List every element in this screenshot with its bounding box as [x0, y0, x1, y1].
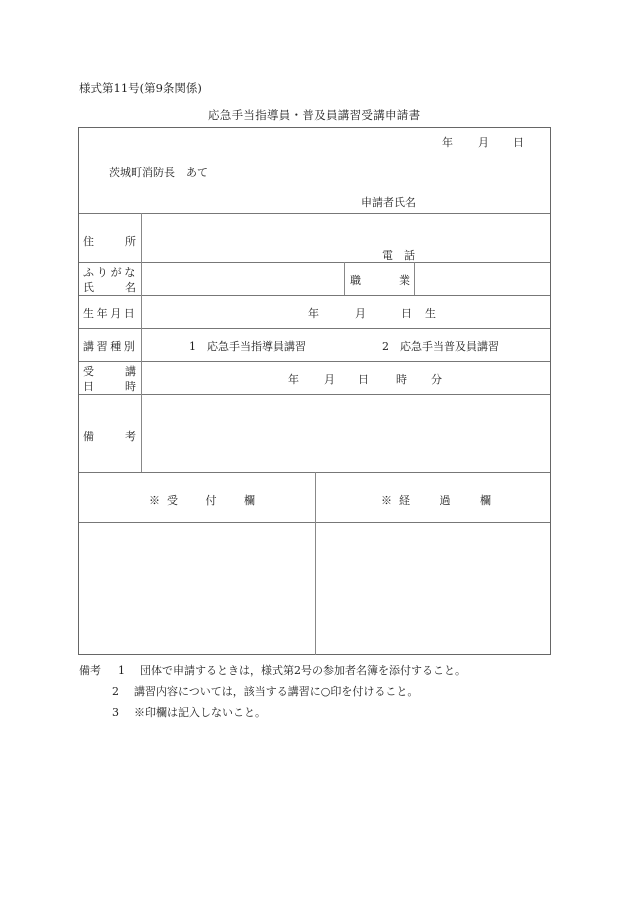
progress-column-header: ※ 経 過 欄	[381, 494, 491, 507]
notes-heading: 備考	[79, 664, 101, 677]
date-month: 月	[478, 136, 489, 149]
birthdate-label: 生年月日	[83, 307, 138, 320]
row-divider	[79, 394, 550, 395]
birthdate-year: 年	[308, 307, 319, 320]
note-item: 2 講習内容については，該当する講習に○印を付けること。	[112, 685, 419, 698]
furigana-label: ふりがな	[83, 266, 139, 279]
name-field[interactable]	[143, 264, 342, 293]
row-divider	[79, 361, 550, 362]
attendance-field[interactable]	[143, 363, 548, 392]
occupation-divider-left	[344, 262, 345, 295]
course-type-label: 講習種別	[83, 340, 138, 353]
occupation-field[interactable]	[416, 264, 548, 293]
note-item: 3 ※印欄は記入しないこと。	[112, 706, 266, 719]
application-form-table	[78, 127, 551, 655]
date-year: 年	[442, 136, 453, 149]
row-divider	[79, 213, 550, 214]
attendance-day: 日	[358, 373, 369, 386]
phone-label: 電 話	[382, 249, 415, 262]
reception-area	[79, 524, 314, 654]
attendance-label-bottom: 日 時	[83, 380, 136, 393]
occupation-label: 職 業	[350, 274, 410, 287]
notes-section	[79, 660, 466, 723]
applicant-name-label: 申請者氏名	[361, 196, 416, 209]
row-divider	[79, 295, 550, 296]
row-divider	[79, 328, 550, 329]
note-item: 備考 1 団体で申請するときは，様式第2号の参加者名簿を添付すること。	[79, 664, 466, 677]
row-divider	[79, 262, 550, 263]
birthdate-day: 日	[401, 307, 412, 320]
applicant-name-field[interactable]	[424, 188, 544, 210]
label-column-divider	[141, 213, 142, 472]
date-day: 日	[513, 136, 524, 149]
remarks-field[interactable]	[143, 396, 548, 470]
progress-area	[317, 524, 550, 654]
course-option-instructor[interactable]: 1 応急手当指導員講習	[189, 340, 306, 353]
attendance-hour: 時	[396, 373, 407, 386]
office-use-divider	[315, 472, 316, 655]
address-field[interactable]	[143, 215, 548, 245]
birthdate-field[interactable]	[143, 297, 548, 326]
address-label	[83, 233, 136, 249]
phone-field[interactable]	[424, 244, 546, 260]
addressee: 茨城町消防長 あて	[109, 166, 208, 179]
address-label-left: 住	[83, 235, 94, 248]
attendance-month: 月	[324, 373, 335, 386]
attendance-label-top: 受 講	[83, 365, 136, 378]
birthdate-suffix: 生	[425, 307, 436, 320]
attendance-minute: 分	[431, 373, 442, 386]
form-title: 応急手当指導員・普及員講習受講申請書	[208, 108, 421, 122]
reception-column-header: ※ 受 付 欄	[149, 494, 255, 507]
name-label: 氏 名	[83, 281, 136, 294]
remarks-label: 備 考	[83, 430, 136, 443]
address-label-right: 所	[125, 235, 136, 248]
course-option-promoter[interactable]: 2 応急手当普及員講習	[382, 340, 499, 353]
occupation-divider-right	[414, 262, 415, 295]
form-number: 様式第11号(第9条関係)	[79, 81, 202, 95]
birthdate-month: 月	[355, 307, 366, 320]
attendance-year: 年	[288, 373, 299, 386]
